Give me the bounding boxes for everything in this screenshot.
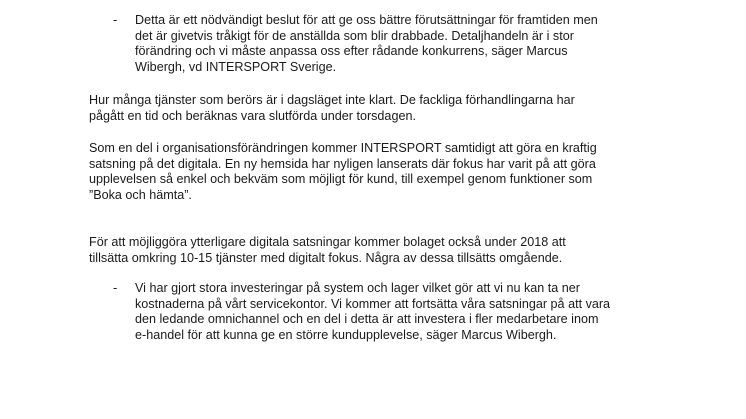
quote1-bullet: - (113, 13, 118, 27)
quote2-line-4: e-handel för att kunna ge en större kundupplevelse, säger Marcus Wibergh. (135, 327, 557, 342)
quote2-bullet: - (113, 281, 118, 295)
paragraph2-line-1: Som en del i organisationsförändringen kommer INTERSPORT samtidigt att göra en kraftig (89, 141, 597, 155)
quote1-line-3: förändring och vi måste anpassa oss efter rådande konkurrens, säger Marcus (135, 44, 568, 59)
quote2-line-3: den ledande omnichannel och en del i detta är att investera i fler medarbetare inom (135, 312, 599, 327)
paragraph-new-positions (89, 235, 649, 266)
quote1-text (135, 13, 655, 75)
quote1-line-2: det är givetvis tråkigt för de anställda som blir drabbade. Detaljhandeln är i stor (135, 28, 574, 43)
paragraph2-line-2: satsning på det digitala. En ny hemsida har nyligen lanserats där fokus har varit på att göra (89, 156, 596, 171)
paragraph2-line-4: ”Boka och hämta”. (89, 187, 192, 202)
quote1-line-4: Wibergh, vd INTERSPORT Sverige. (135, 59, 337, 74)
quote1-line-1: Detta är ett nödvändigt beslut för att ge oss bättre förutsättningar för framtiden men (135, 13, 598, 27)
paragraph-digital-investment (89, 141, 649, 203)
paragraph1-line-1: Hur många tjänster som berörs är i dagsläget inte klart. De fackliga förhandlingarna har (89, 93, 575, 107)
paragraph3-line-2: tillsätta omkring 10-15 tjänster med digitalt fokus. Några av dessa tillsätts omgående. (89, 250, 563, 265)
quote2-text (135, 281, 655, 343)
quote2-line-1: Vi har gjort stora investeringar på system och lager vilket gör att vi nu kan ta ner (135, 281, 580, 295)
quote2-line-2: kostnaderna på vårt servicekontor. Vi kommer att fortsätta våra satsningar på att vara (135, 296, 611, 311)
paragraph2-line-3: upplevelsen så enkel och bekväm som möjligt för kund, till exempel genom funktioner som (89, 172, 593, 187)
paragraph3-line-1: För att möjliggöra ytterligare digitala satsningar kommer bolaget också under 2018 att (89, 235, 566, 249)
paragraph-affected-positions (89, 93, 649, 124)
paragraph1-line-2: pågått en tid och beräknas vara slutförda under torsdagen. (89, 108, 416, 123)
